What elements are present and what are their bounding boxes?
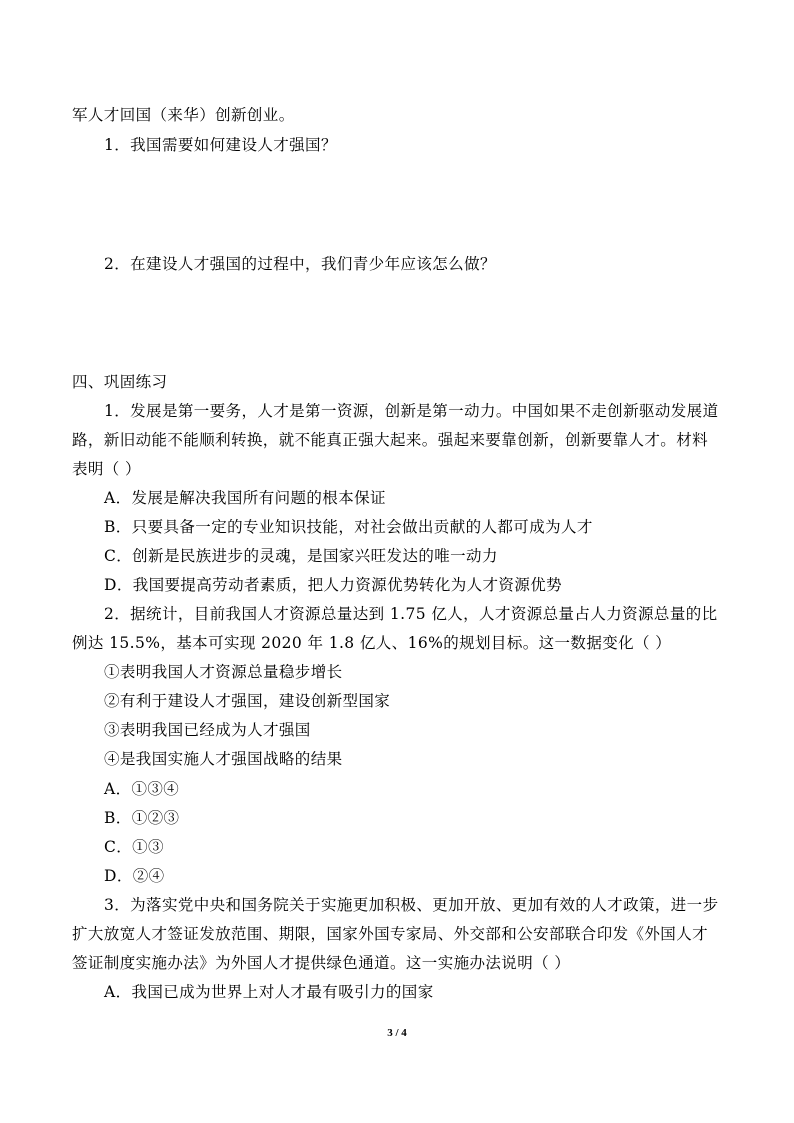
exercise-1-option-d: D．我国要提高劳动者素质，把人力资源优势转化为人才资源优势: [104, 576, 563, 594]
exercise-2-statement: ②有利于建设人才强国，建设创新型国家: [104, 692, 391, 710]
section-heading: 四、巩固练习: [72, 373, 168, 391]
exercise-2-option-b: B．①②③: [104, 809, 180, 827]
exercise-3-stem: 3．为落实党中央和国务院关于实施更加积极、更加开放、更加有效的人才政策，进一步: [104, 896, 719, 914]
exercise-2-option-d: D．②④: [104, 867, 165, 885]
page-number: 3 / 4: [387, 1027, 407, 1039]
exercise-1-stem: 路，新旧动能不能顺利转换，就不能真正强大起来。强起来要靠创新，创新要靠人才。材料: [72, 431, 709, 449]
exercise-2-statement: ④是我国实施人才强国战略的结果: [104, 750, 343, 768]
exercise-3-stem: 扩大放宽人才签证发放范围、期限，国家外国专家局、外交部和公安部联合印发《外国人才: [72, 925, 709, 943]
exercise-3-option-a: A．我国已成为世界上对人才最有吸引力的国家: [104, 983, 434, 1001]
exercise-3-stem: 签证制度实施办法》为外国人才提供绿色通道。这一实施办法说明（ ）: [72, 954, 571, 972]
exercise-2-stem: 例达 15.5%，基本可实现 2020 年 1.8 亿人、16%的规划目标。这一数据变化（ ）: [72, 634, 672, 652]
exercise-1-option-a: A．发展是解决我国所有问题的根本保证: [104, 489, 386, 507]
exercise-2-option-c: C．①③: [104, 838, 164, 856]
exercise-1-option-b: B．只要具备一定的专业知识技能，对社会做出贡献的人都可成为人才: [104, 518, 593, 536]
exercise-2-statement: ③表明我国已经成为人才强国: [104, 721, 311, 739]
question-1: 1．我国需要如何建设人才强国？: [104, 136, 337, 154]
exercise-2-statement: ①表明我国人才资源总量稳步增长: [104, 663, 343, 681]
question-2: 2．在建设人才强国的过程中，我们青少年应该怎么做？: [104, 255, 496, 273]
exercise-2-option-a: A．①③④: [104, 780, 180, 798]
exercise-1-option-c: C．创新是民族进步的灵魂，是国家兴旺发达的唯一动力: [104, 547, 498, 565]
exercise-1-stem: 1．发展是第一要务，人才是第一资源，创新是第一动力。中国如果不走创新驱动发展道: [104, 402, 719, 420]
text-line: 军人才回国（来华）创新创业。: [72, 106, 295, 124]
exercise-2-stem: 2．据统计，目前我国人才资源总量达到 1.75 亿人，人才资源总量占人力资源总量的比: [104, 605, 718, 623]
exercise-1-stem: 表明（ ）: [72, 460, 141, 478]
